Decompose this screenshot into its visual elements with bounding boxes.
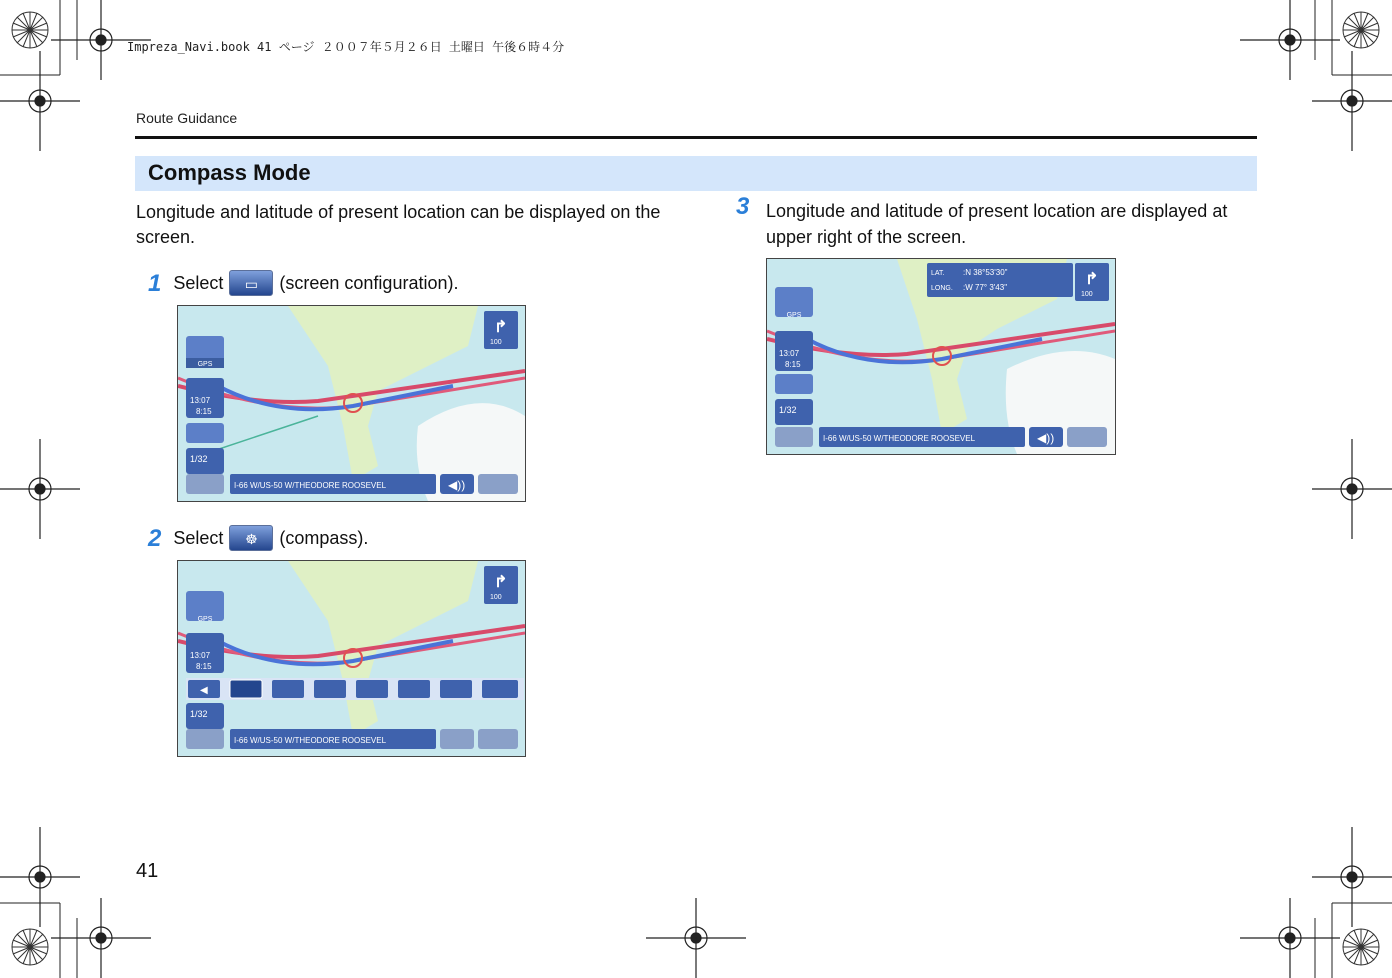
scale-label: 1/32 <box>779 405 797 415</box>
screen-config-icon: ▭ <box>229 270 273 296</box>
step-number: 3 <box>736 193 750 220</box>
svg-text:↱: ↱ <box>494 319 508 336</box>
compass-icon: ☸ <box>229 525 273 551</box>
svg-text:◀)): ◀)) <box>1037 431 1055 445</box>
print-info: Impreza_Navi.book 41 ページ ２００７年５月２６日 土曜日 午後６時４分 <box>127 40 565 54</box>
step-text: Longitude and latitude of present location are displayed at upper right of the screen. <box>766 201 1228 247</box>
step-text-before: Select <box>173 527 224 548</box>
long-value: :W 77° 3'43" <box>963 283 1008 292</box>
gps-label: GPS <box>197 361 213 368</box>
nav-screen-2 <box>177 560 526 757</box>
lat-label: LAT. <box>931 270 945 277</box>
time-top: 13:07 <box>190 396 211 405</box>
step-1 <box>148 270 458 296</box>
time-bottom: 8:15 <box>785 360 801 369</box>
time-bottom: 8:15 <box>196 407 212 416</box>
section-heading: Compass Mode <box>148 160 311 185</box>
header-rule <box>135 136 1257 139</box>
step-text-before: Select <box>173 272 224 293</box>
street-name: I-66 W/US-50 W/THEODORE ROOSEVEL <box>234 736 387 745</box>
lat-value: :N 38°53'30" <box>963 268 1008 277</box>
time-top: 13:07 <box>779 349 800 358</box>
scale-label: 1/32 <box>190 454 208 464</box>
svg-text:◀)): ◀)) <box>448 478 466 492</box>
svg-text:◀: ◀ <box>200 685 208 696</box>
time-bottom: 8:15 <box>196 662 212 671</box>
scale-label: 1/32 <box>190 709 208 719</box>
street-name: I-66 W/US-50 W/THEODORE ROOSEVEL <box>234 481 387 490</box>
step-number: 1 <box>148 269 162 297</box>
map-view <box>767 259 1115 454</box>
gps-label: GPS <box>786 312 802 319</box>
distance-label: 100 <box>1081 291 1093 298</box>
step-text-after: (screen configuration). <box>279 272 459 293</box>
intro-text: Longitude and latitude of present location can be displayed on the screen. <box>136 202 661 247</box>
page-number: 41 <box>136 860 159 882</box>
map-view <box>178 306 525 501</box>
time-top: 13:07 <box>190 651 211 660</box>
distance-label: 100 <box>490 339 502 346</box>
svg-text:↱: ↱ <box>494 574 508 591</box>
long-label: LONG. <box>931 285 953 292</box>
step-2 <box>148 525 368 551</box>
svg-text:↱: ↱ <box>1085 271 1099 288</box>
nav-screen-3 <box>766 258 1116 455</box>
distance-label: 100 <box>490 594 502 601</box>
gps-label: GPS <box>197 616 213 623</box>
step-text-after: (compass). <box>279 527 369 548</box>
section-label: Route Guidance <box>136 110 238 126</box>
step-number: 2 <box>148 524 162 552</box>
nav-screen-1 <box>177 305 526 502</box>
map-view <box>178 561 525 756</box>
street-name: I-66 W/US-50 W/THEODORE ROOSEVEL <box>823 434 976 443</box>
